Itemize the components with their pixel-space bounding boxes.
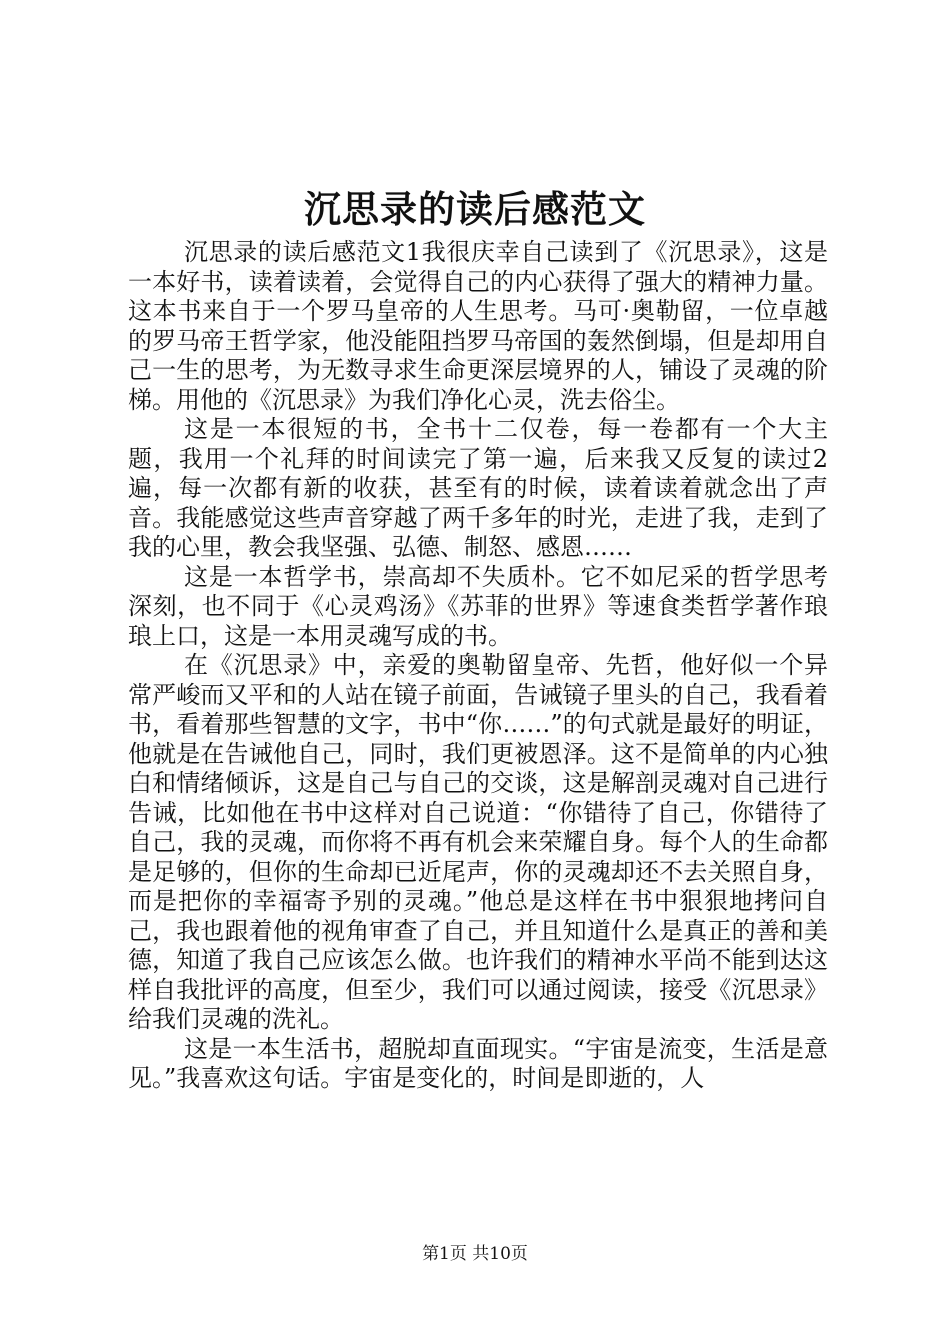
document-title: 沉思录的读后感范文 xyxy=(304,187,646,231)
paragraph-1: 沉思录的读后感范文1我很庆幸自己读到了《沉思录》，这是一本好书，读着读着，会觉得自己的内心获得了强大的精神力量。这本书来自于一个罗马皇帝的人生思考。马可·奥勒留，一位卓越的罗马帝王哲学家，他没能阻挡罗马帝国的轰然倒塌，但是却用自己一生的思考，为无数寻求生命更深层境界的人，铺设了灵魂的阶梯。用他的《沉思录》为我们净化心灵，洗去俗尘。 xyxy=(128,238,828,414)
paragraph-3: 这是一本哲学书，崇高却不失质朴。它不如尼采的哲学思考深刻，也不同于《心灵鸡汤》《苏菲的世界》等速食类哲学著作琅琅上口，这是一本用灵魂写成的书。 xyxy=(128,562,828,650)
paragraph-5: 这是一本生活书，超脱却直面现实。“宇宙是流变，生活是意见。”我喜欢这句话。宇宙是变化的，时间是即逝的，人 xyxy=(128,1034,828,1092)
page-number-footer: 第1页 共10页 xyxy=(422,1244,528,1264)
paragraph-4: 在《沉思录》中，亲爱的奥勒留皇帝、先哲，他好似一个异常严峻而又平和的人站在镜子前面，告诫镜子里头的自己，我看着书，看着那些智慧的文字，书中“你……”的句式就是最好的明证，他就是在告诫他自己，同时，我们更被恩泽。这不是简单的内心独白和情绪倾诉，这是自己与自己的交谈，这是解剖灵魂对自己进行告诫，比如他在书中这样对自己说道：“你错待了自己，你错待了自己，我的灵魂，而你将不再有机会来荣耀自身。每个人的生命都是足够的，但你的生命却已近尾声，你的灵魂却还不去关照自身，而是把你的幸福寄予别的灵魂。”他总是这样在书中狠狠地拷问自己，我也跟着他的视角审查了自己，并且知道什么是真正的善和美德，知道了我自己应该怎么做。也许我们的精神水平尚不能到达这样自我批评的高度，但至少，我们可以通过阅读，接受《沉思录》给我们灵魂的洗礼。 xyxy=(128,651,828,1033)
document-body xyxy=(128,238,828,1094)
paragraph-2: 这是一本很短的书，全书十二仅卷，每一卷都有一个大主题，我用一个礼拜的时间读完了第一遍，后来我又反复的读过2遍，每一次都有新的收获，甚至有的时候，读着读着就念出了声音。我能感觉这些声音穿越了两千多年的时光，走进了我，走到了我的心里，教会我坚强、弘德、制怒、感恩…… xyxy=(128,415,828,561)
